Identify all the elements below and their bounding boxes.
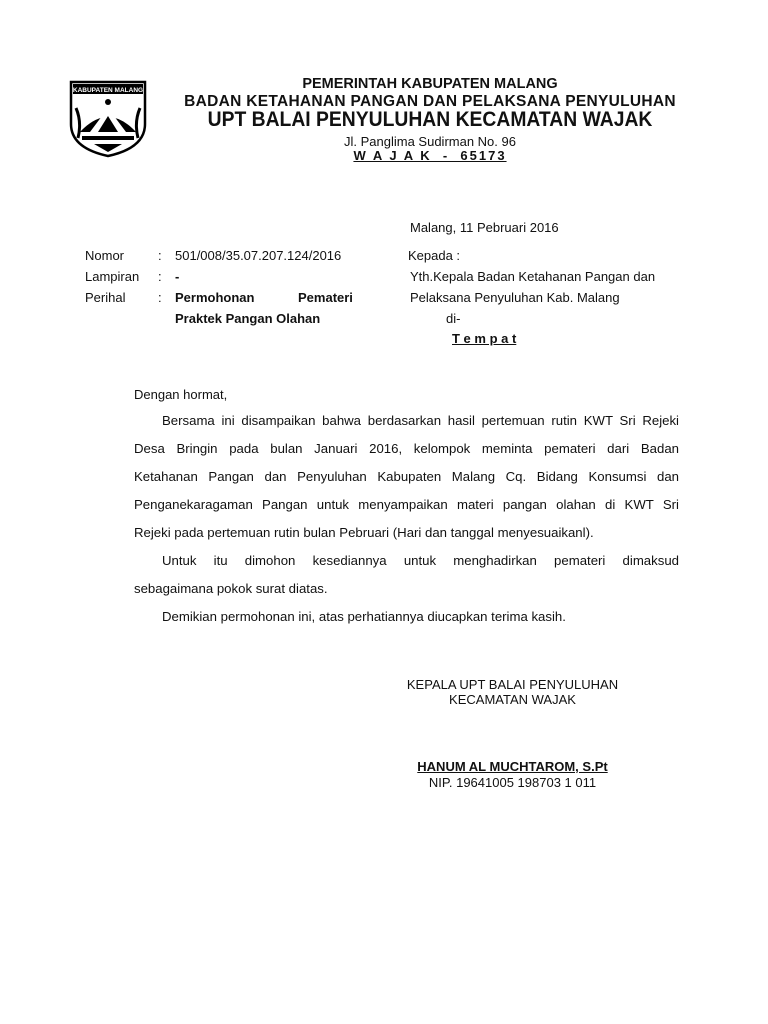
- perihal-label: Perihal: [85, 290, 126, 305]
- recipient-line-2: Pelaksana Penyuluhan Kab. Malang: [410, 290, 620, 305]
- nomor-value: 501/008/35.07.207.124/2016: [175, 248, 342, 263]
- paragraph-2-line-2: sebagaimana pokok surat diatas.: [134, 581, 328, 596]
- lampiran-colon: :: [158, 269, 162, 284]
- recipient-tempat: T e m p a t: [452, 331, 517, 346]
- paragraph-1-line-5: Rejeki pada pertemuan rutin bulan Pebruari (Hari dan tanggal menyesuaikanl).: [134, 525, 594, 540]
- signatory-nip: NIP. 19641005 198703 1 011: [428, 775, 597, 790]
- nomor-colon: :: [158, 248, 162, 263]
- government-name: PEMERINTAH KABUPATEN MALANG: [302, 76, 558, 92]
- kepada-label: Kepada :: [408, 248, 461, 263]
- signatory-title-1: KEPALA UPT BALAI PENYULUHAN: [406, 677, 619, 692]
- perihal-word-2: Pemateri: [298, 290, 353, 305]
- perihal-word-1: Permohonan: [175, 290, 255, 305]
- signatory-title-2: KECAMATAN WAJAK: [449, 692, 576, 707]
- office-name: UPT BALAI PENYULUHAN KECAMATAN WAJAK: [207, 108, 653, 131]
- perihal-colon: :: [158, 290, 162, 305]
- signatory-name: [380, 759, 645, 774]
- closing-paragraph: Demikian permohonan ini, atas perhatiannya diucapkan terima kasih.: [162, 609, 566, 624]
- lampiran-label: Lampiran: [85, 269, 140, 284]
- paragraph-1-line-4: Penganekaragaman Pangan untuk menyampaikan materi pangan olahan di KWT Sri: [134, 497, 679, 512]
- office-city: W A J A K - 65173: [353, 148, 507, 163]
- agency-name: BADAN KETAHANAN PANGAN DAN PELAKSANA PENYULUHAN: [184, 93, 676, 110]
- paragraph-1-line-1: Bersama ini disampaikan bahwa berdasarkan hasil pertemuan rutin KWT Sri Rejeki: [162, 413, 679, 428]
- office-address: Jl. Panglima Sudirman No. 96: [344, 134, 516, 149]
- nomor-label: Nomor: [85, 248, 125, 263]
- paragraph-1-line-2: Desa Bringin pada bulan Januari 2016, kelompok meminta pemateri dari Badan: [134, 441, 679, 456]
- kabupaten-malang-emblem: [68, 78, 148, 158]
- signatory-name-text: HANUM AL MUCHTAROM, S.Pt: [417, 759, 608, 774]
- emblem-caption: KABUPATEN MALANG: [72, 87, 144, 94]
- perihal-line-2: Praktek Pangan Olahan: [175, 311, 321, 326]
- paragraph-2-line-1: Untuk itu dimohon kesediannya untuk menghadirkan pemateri dimaksud: [162, 553, 679, 568]
- lampiran-value: -: [175, 269, 180, 284]
- salutation: Dengan hormat,: [134, 387, 228, 402]
- recipient-di: di-: [446, 311, 461, 326]
- letter-date: Malang, 11 Pebruari 2016: [410, 220, 559, 235]
- paragraph-1-line-3: Ketahanan Pangan dan Penyuluhan Kabupaten Malang Cq. Bidang Konsumsi dan: [134, 469, 679, 484]
- recipient-line-1: Yth.Kepala Badan Ketahanan Pangan dan: [410, 269, 656, 284]
